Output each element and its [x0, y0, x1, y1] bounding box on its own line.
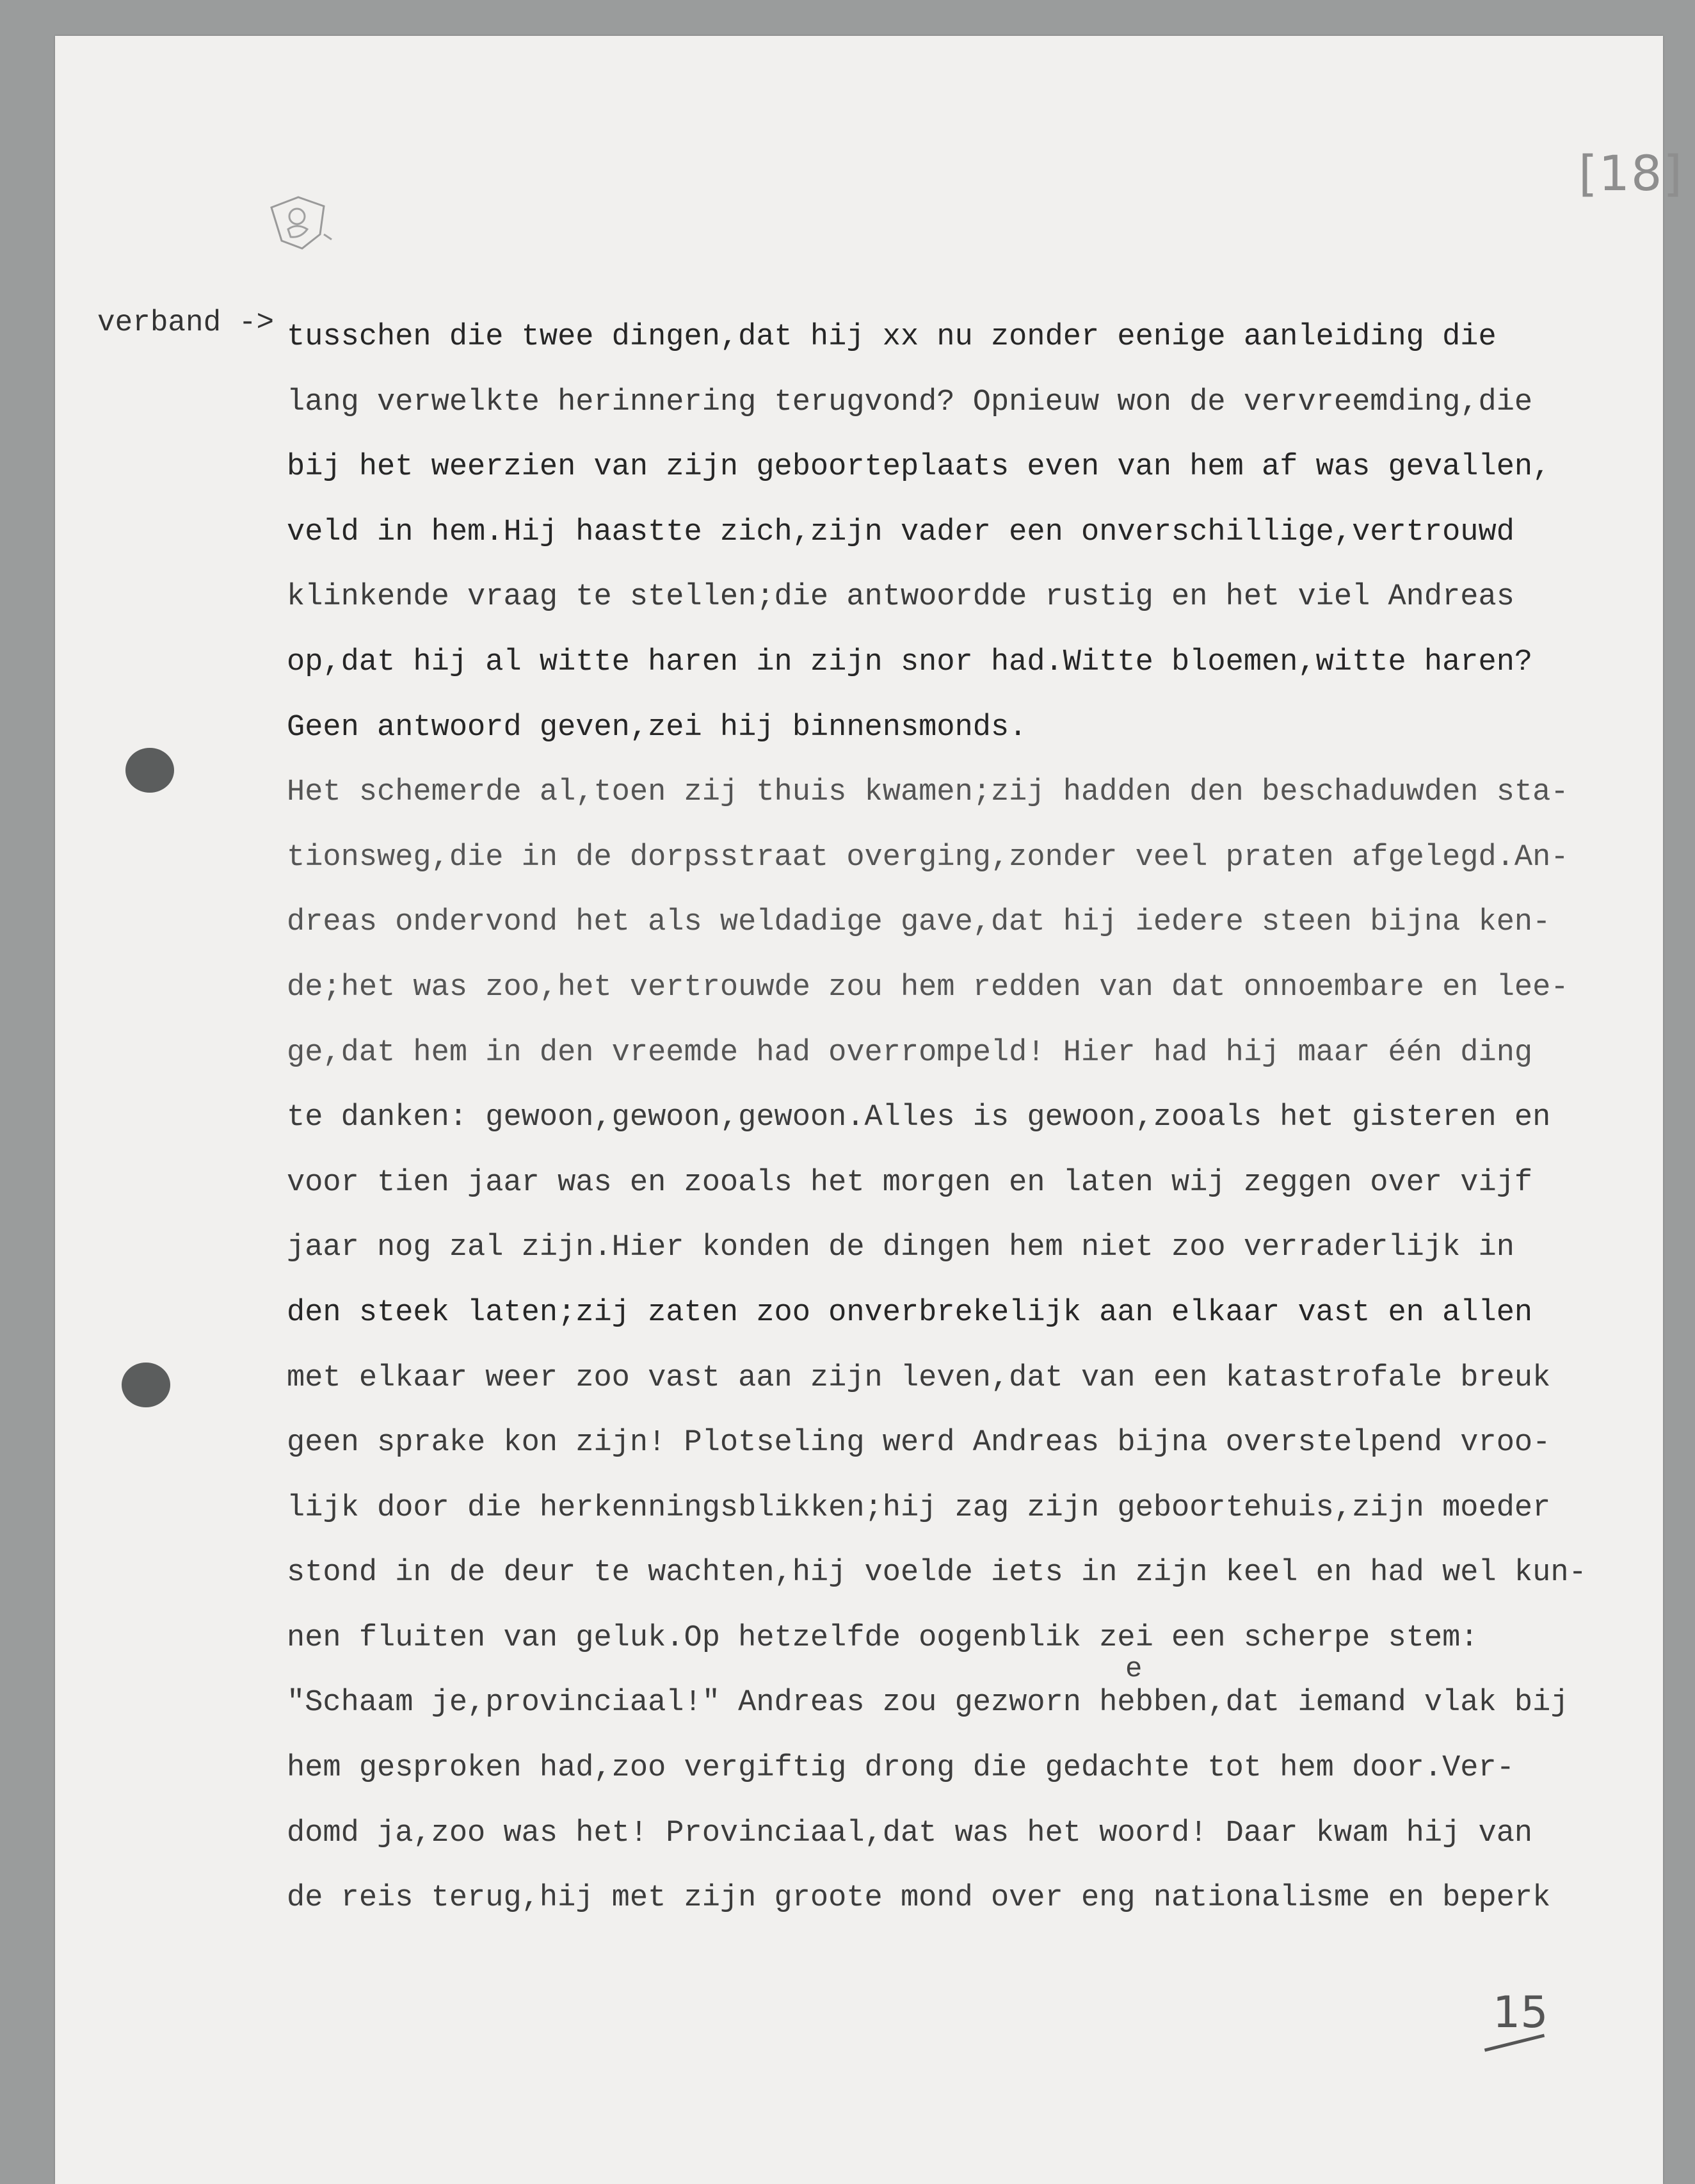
text-line: tionsweg,die in de dorpsstraat overging,zonder veel praten afgelegd.An- [287, 840, 1569, 875]
punch-hole-icon [122, 1363, 170, 1407]
text-line: dreas ondervond het als weldadige gave,dat hij iedere steen bijna ken- [287, 905, 1551, 940]
text-line: hem gesproken had,zoo vergiftig drong die gedachte tot hem door.Ver- [287, 1751, 1514, 1786]
margin-note: verband -> [97, 306, 275, 339]
archive-stamp-icon [265, 190, 335, 254]
text-line: "Schaam je,provinciaal!" Andreas zou gezworn hebben,dat iemand vlak bij [287, 1686, 1569, 1720]
punch-hole-icon [125, 748, 174, 793]
text-line: jaar nog zal zijn.Hier konden de dingen hem niet zoo verraderlijk in [287, 1231, 1514, 1265]
page-number: 15 [1493, 1987, 1548, 2038]
text-line: de;het was zoo,het vertrouwde zou hem redden van dat onnoembare en lee- [287, 970, 1569, 1005]
text-line: voor tien jaar was en zooals het morgen en laten wij zeggen over vijf [287, 1165, 1533, 1200]
text-line: lang verwelkte herinnering terugvond? Opnieuw won de vervreemding,die [287, 385, 1533, 419]
text-line: bij het weerzien van zijn geboorteplaats even van hem af was gevallen, [287, 450, 1551, 485]
text-line: ge,dat hem in den vreemde had overrompeld! Hier had hij maar één ding [287, 1035, 1533, 1070]
archive-number: [18] [1579, 145, 1684, 202]
text-line: met elkaar weer zoo vast aan zijn leven,dat van een katastrofale breuk [287, 1361, 1551, 1395]
text-line: klinkende vraag te stellen;die antwoordde rustig en het viel Andreas [287, 580, 1514, 615]
text-line: Geen antwoord geven,zei hij binnensmonds. [287, 710, 1027, 745]
text-line: nen fluiten van geluk.Op hetzelfde oogenblik zei een scherpe stem: [287, 1621, 1479, 1655]
text-line: geen sprake kon zijn! Plotseling werd Andreas bijna overstelpend vroo- [287, 1426, 1551, 1460]
text-line: Het schemerde al,toen zij thuis kwamen;zij hadden den beschaduwden sta- [287, 775, 1569, 810]
text-line: domd ja,zoo was het! Provinciaal,dat was het woord! Daar kwam hij van [287, 1816, 1533, 1850]
text-line: op,dat hij al witte haren in zijn snor had.Witte bloemen,witte haren? [287, 645, 1533, 679]
text-line: den steek laten;zij zaten zoo onverbrekelijk aan elkaar vast en allen [287, 1295, 1533, 1330]
text-line: stond in de deur te wachten,hij voelde iets in zijn keel en had wel kun- [287, 1556, 1587, 1590]
text-line: veld in hem.Hij haastte zich,zijn vader een onverschillige,vertrouwd [287, 515, 1514, 549]
handwritten-insertion: e [1125, 1653, 1143, 1685]
text-line: tusschen die twee dingen,dat hij xx nu zonder eenige aanleiding die [287, 320, 1497, 354]
text-line: de reis terug,hij met zijn groote mond over eng nationalisme en beperk [287, 1881, 1551, 1916]
typescript-body [287, 305, 1650, 1931]
text-line: te danken: gewoon,gewoon,gewoon.Alles is gewoon,zooals het gisteren en [287, 1101, 1551, 1135]
text-line: lijk door die herkenningsblikken;hij zag zijn geboortehuis,zijn moeder [287, 1491, 1551, 1525]
